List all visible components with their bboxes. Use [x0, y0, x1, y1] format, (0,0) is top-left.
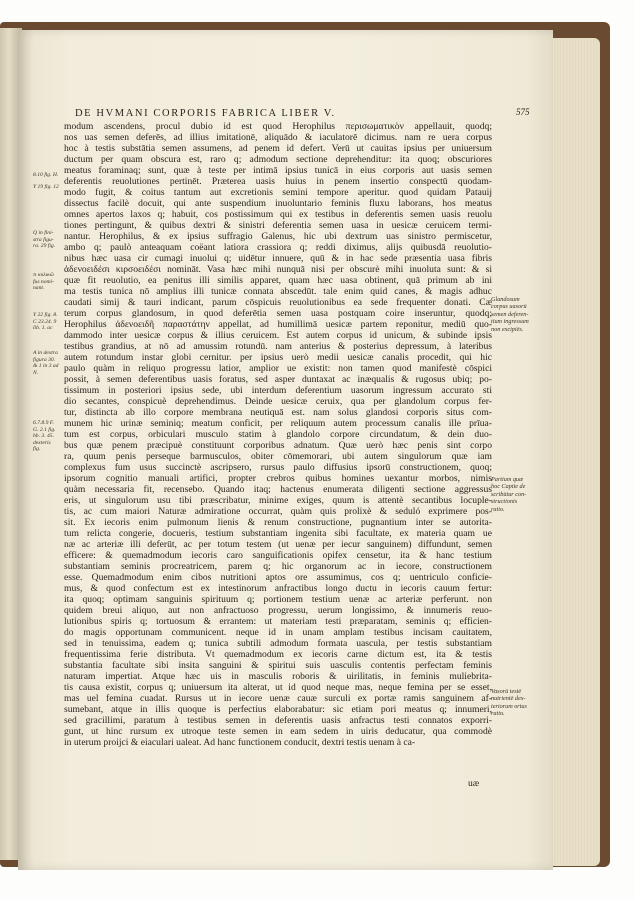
text-line: ipsorum cognitio manuali artifici, propter crebros quibus homines uexantur morbos, nimis: [64, 473, 492, 484]
running-title: DE HVMANI CORPORIS FABRICA LIBER V.: [75, 108, 336, 119]
margin-note-line: scribūtur con-: [491, 490, 527, 498]
left-margin-note: [33, 230, 67, 250]
margin-note-line: 8.10 fig. H.: [33, 172, 59, 178]
margin-note-line: τι κυλικῶ: [33, 272, 54, 278]
text-line: sit. Ex iecoris enim pulmonum lienis & renum constructione, pugnantium inter se autorita-: [64, 517, 492, 528]
text-line: tis causa existit, corpus q; uniuersum ita alterat, ut id quod neque mas, neque femina per se esset,: [64, 682, 492, 693]
margin-note-line: Glandosum: [491, 296, 520, 303]
margin-note-line: semen deferen-: [491, 310, 529, 318]
text-line: tur, distincta ab illo corpore membrana neutiquā est. nam solus glandosi corporis situs com-: [64, 407, 492, 418]
margin-note-line: G. 2.1 fig.: [33, 426, 56, 433]
text-line: gunt, ut hinc rursum ex utroque teste semen in eam sedem in uiris deducatur, qua commodè: [64, 726, 492, 737]
page-number: 575: [516, 107, 530, 117]
margin-note-line: Vasorū testē: [491, 688, 522, 695]
margin-note-line: ratio.: [491, 710, 505, 718]
margin-note-line: hb. 3. 45.: [33, 433, 54, 440]
text-line: bus quæ penem præcipuè constituunt corporibus adnatum. Quæ uerò hæc penis sint corpo: [64, 440, 492, 451]
text-line: ambo q; paulò anteaquam coëant latiora crassiora q; reddi diximus, alijs quibusdā reuolutio-: [64, 242, 492, 253]
margin-note-line: C 23.24. 9: [33, 318, 57, 325]
margin-note-line: structionis: [491, 498, 518, 506]
text-line: ra, quum penis perseque barmusculos, obiter cōmemorari, ubi autem singulorum quæ iam: [64, 451, 492, 462]
margin-note-line: Partium quæ: [491, 476, 524, 483]
text-line: deferentis reuolutiones pertinēt. Præterea uasis huius in penem insertio conspectū quodam-: [64, 176, 492, 187]
margin-note-line: corpus uasorū: [491, 303, 527, 311]
text-line: meatus foraminaq; sunt, quæ à teste per intimā ipsius tunicā in eius corporis aut uasis semen: [64, 165, 492, 176]
margin-note-line: tium ingressum: [491, 318, 529, 326]
text-line: tis, ac cum maiori Naturæ admiratione occurrat, quàm quis prolixè & seduló exprimere pos-: [64, 506, 492, 517]
text-line: efficere: & quemadmodum iecoris caro sanguificationis opifex censetur, ita & hanc testium: [64, 550, 492, 561]
catchword: uæ: [468, 778, 480, 789]
text-line: paulo quàm in reliquo progressu latior, amplior ue existit: non tamen quod manifestè cōspici: [64, 363, 492, 374]
margin-note-line: nant.: [33, 285, 45, 292]
main-text-block: [64, 121, 492, 748]
page-stack-edge: [548, 38, 600, 866]
text-line: tum est corpus, orbiculari musculo statim à glandolo corpore circundatum, & dein duo-: [64, 429, 492, 440]
text-line: do magis opportunam communicent. neque id in unam amplam testibus incisam cauitatem,: [64, 627, 492, 638]
margin-note-line: fig.: [33, 446, 41, 453]
text-line: tissimum in posteriori ipsius sede, ubi interdum deferentium uasorum ingressum accurato sti: [64, 385, 492, 396]
margin-note-line: fus nomi-: [33, 278, 54, 285]
margin-note-line: & 1 in 3 ad: [33, 363, 59, 370]
text-line: possit, à semen deferentibus uasis foratus, sed asper duntaxat ac inæqualis & rugosus ubiq; po-: [64, 374, 492, 385]
left-margin-note: [33, 350, 67, 376]
text-line: quæ fit reuolutio, ea penitus illi similis apparet, quam hæc uasa obtinent, quā primum ab ini: [64, 275, 492, 286]
text-line: esse. Quemadmodum enim cibos nutritioni aptos ore assumimus, cos q; uentriculo conficie-: [64, 572, 492, 583]
text-line: tum relicta congerie, docueris, testium substantiam ingenita sibi facultate, ex materia quam ue: [64, 528, 492, 539]
left-margin-note: [33, 172, 67, 179]
margin-note-line: ratio.: [491, 505, 505, 513]
text-line: mus, & quod confectum est ex intestinorum anfractibus longo ductu in iecoris cauum fertur:: [64, 583, 492, 594]
text-line: nibus hæc uasa cir cumagi inuolui q; uidētur innuere, quū & in hac sede præsentia uasa fibris: [64, 253, 492, 264]
margin-note-line: A in dextra: [33, 350, 58, 356]
text-line: tiones pertingunt, & quibus dextri & sinistri deferentia semen uasa in uesicæ ceruicem termi-: [64, 220, 492, 231]
left-margin-note: [33, 420, 67, 453]
text-line: omnes apertos laxos q; habuit, cos postissimum qui ex testibus in deferentis semen uasis reuolu: [64, 209, 492, 220]
text-line: hoc à testis substātia semen assumens, ad penem id defert. Verū ut cauitas ipsius per uniuersum: [64, 143, 492, 154]
text-line: complexus fum usus succinctè ascripsero, rursus paulo diffusius ipsorū constructionem, quoq;: [64, 462, 492, 473]
right-margin-note: [491, 476, 549, 513]
text-line: sed gracillimi, paratum à testibus semen in deferentis uasis anfractus testi connatos exporri-: [64, 715, 492, 726]
text-line: lutionibus spiris q; tortuosum & errantem: ut materiam testi præparatam, seminis q; efficien-: [64, 616, 492, 627]
left-margin-note: [33, 272, 67, 292]
margin-note-line: Q in fini-: [33, 230, 54, 236]
margin-note-line: figura 30.: [33, 356, 56, 363]
left-margin-note: [33, 312, 67, 332]
text-line: nos uas semen deferēs, ad illius imitationē, aliquādo & iaculatorē dicimus. nam re uera corpus: [64, 132, 492, 143]
margin-note-line: ra. 29 fig.: [33, 243, 56, 250]
margin-note-line: dexteris: [33, 439, 51, 446]
margin-note-line: nutrientē dex-: [491, 695, 526, 703]
text-line: modum ascendens, procul dubio id est quod Herophilus περισωματικὸν appellauit, quodq;: [64, 121, 492, 132]
margin-note-line: teriorum ortus: [491, 702, 527, 710]
text-line: munem hic urinæ seminiq; meatum conficit, per reliquum autem processum canalis ille prīua-: [64, 418, 492, 429]
text-line: ma testis tunica nō amplius illi tunicæ connata abscedūt. tale enim quid canes, & magis adhuc: [64, 286, 492, 297]
text-line: autem rotundum instar globi cernitur. per ipsius uerò medii uesicæ canalis procedit, qui hic: [64, 352, 492, 363]
margin-note-line: N.: [33, 369, 39, 376]
text-line: næ ac arteriæ illi deferūt, ac per totum testem (ut uenæ per iecur sanguinem) diffundunt, semen: [64, 539, 492, 550]
text-line: terum corpus glandosum, in quod deferētia semen uasa postquam coire inseruntur, quodq;: [64, 308, 492, 319]
text-line: mas uel femina cuadat. Rursus ut in iecore uenæ cauæ surculi ex portæ ramis sanguinem af-: [64, 693, 492, 704]
margin-note-line: Y 22 fig. 8.: [33, 312, 58, 318]
text-line: caudati simij & tauri indicant, parum cōspicuis reuolutionibus ea sede frequenter donati. Cæ: [64, 297, 492, 308]
left-margin-note: [33, 184, 67, 191]
text-line: in uterum proijci & eiaculari ualeat. Ad hanc functionem conducit, dextri testis uenam à ca-: [64, 737, 416, 748]
text-line: dio secantes, conspicuè deprehendimus. Deinde uesicæ ceruix, qua per glandolum corpus fer-: [64, 396, 492, 407]
text-line: dissectus facilè docuit, qui ante suspendium inuoluntario feminis fluxu laborans, hos meatus: [64, 198, 492, 209]
right-margin-note: [491, 688, 549, 718]
text-line: testibus grandius, at nō ad amussim rotundū. nam anterius & posterius depressum, à lateribus: [64, 341, 492, 352]
margin-note-line: lib. 1. ac: [33, 325, 53, 332]
text-line: naturam impertiat. Atque hæc uis in masculis roboris & uirilitatis, in feminis muliebrita-: [64, 671, 492, 682]
text-line: ἀδενοειδέσι κιρσοειδέσι nomināt. Vasa hæc mihi nunquā nisi per obscurè mihi inuoluta sunt: & si: [64, 264, 492, 275]
text-line: nantur. Herophilus, & ex ipsius suffragio Galenus, hic ubi dextrum uas sinistro permiscetur,: [64, 231, 492, 242]
text-line: sed in tenuissima, eadem q; tunica subtili admodum formata uascula, per testis substantiam: [64, 638, 492, 649]
right-margin-note: [491, 296, 549, 333]
text-line: substantia facultate sibi insita sanguini & spiritui suis uasculis contentis perfectam feminis: [64, 660, 492, 671]
text-line: eris, ut singulorum usu tibi præscribatur, minime exiges, quum is attentè secantibus locuple-: [64, 495, 492, 506]
text-line: sumebant, atque in illis quoque is perfectius elaborabatur: sic etiam pori meatus q; innumeri,: [64, 704, 492, 715]
text-line: modo fugit, & coitus tantum aut excretionis semini tempore aperitur. quod quidam Patauij: [64, 187, 492, 198]
text-line: quidem breui aliquo, aut non anfractuoso progressu, uerum longissimo, & innumeris reuo-: [64, 605, 492, 616]
text-line: dammodo inter uesicæ corpus & illius ceruicem. Est autem corpus id unicum, & subinde ipsis: [64, 330, 492, 341]
margin-note-line: 6.7.8.9 F.: [33, 420, 54, 426]
margin-note-line: non excipiēs.: [491, 325, 524, 333]
text-line: ductum per quam obscura est, raro q; admodum sectione deprehenditur: ita quoq; obscuriores: [64, 154, 492, 165]
text-line: frequentissima ferie distributa. Vt quemadmodum ex iecoris carne dictum est, ita & testis: [64, 649, 492, 660]
margin-note-line: stra figu-: [33, 236, 54, 243]
text-line: quàm necessaria fit, recensebo. Quando itaq; hactenus enumerata diligenti sectione aggressus: [64, 484, 492, 495]
text-line: substantiam seminis procreatricem, parem q; hic organorum ac in iecore, constructionem: [64, 561, 492, 572]
text-line: Herophilus ἀδενοειδῆ παραστάτην appellat, ad humillimā uesicæ partem reponitur, mediū quo-: [64, 319, 492, 330]
text-line: ita quoq; optimam sanguinis spirituum q; portionem testium uenæ ac arteriæ perferunt. non: [64, 594, 492, 605]
margin-note-line: Y 19 fig. 12: [33, 184, 59, 190]
margin-note-line: hoc Capite de: [491, 483, 526, 491]
